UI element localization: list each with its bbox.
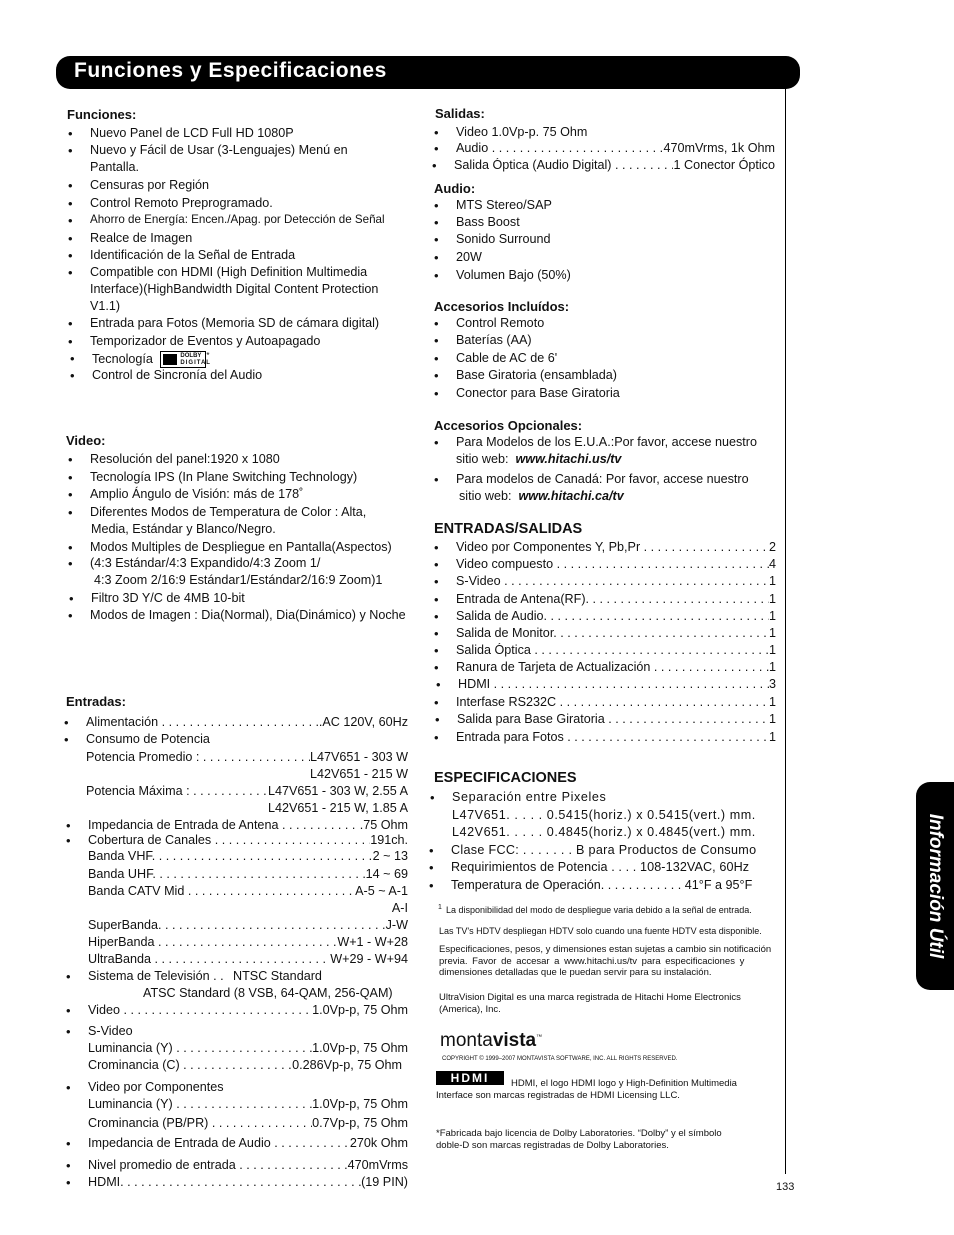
io-row: • Salida para Base Giratoria . . . 1	[457, 712, 776, 726]
funciones-item: • Temporizador de Eventos y Autoapagado	[90, 334, 320, 348]
website-link-us[interactable]: www.hitachi.us/tv	[515, 452, 622, 466]
entradas-row: • Sistema de Televisión . . . NTSC Standard	[88, 969, 408, 983]
salidas-item: • Salida Óptica (Audio Digital) . . . 1 Conector Óptico	[454, 158, 775, 172]
io-row: • Entrada de Antena(RF). . . . 1	[456, 592, 776, 606]
funciones-item: • Realce de Imagen	[90, 231, 192, 245]
audio-item: • 20W	[456, 250, 482, 264]
video-item: • Filtro 3D Y/C de 4MB 10-bit	[91, 591, 245, 605]
funciones-item: • Ahorro de Energía: Encen./Apag. por Detección de Señal	[90, 213, 385, 226]
entradas-row: SuperBanda. . . . J-W	[88, 918, 408, 932]
accesorio-opcional-item: sitio web: www.hitachi.ca/tv	[459, 489, 624, 503]
accesorio-item: • Conector para Base Giratoria	[456, 386, 620, 400]
audio-item: • Sonido Surround	[456, 232, 551, 246]
side-tab-label: Información Útil	[925, 813, 946, 959]
funciones-item-label: Tecnología	[92, 352, 153, 367]
audio-item: • Bass Boost	[456, 215, 520, 229]
entradas-row: L42V651 - 215 W	[309, 767, 408, 781]
io-row: • Video por Componentes Y, Pb,Pr . . . 2	[456, 540, 776, 554]
column-divider	[785, 89, 786, 1174]
funciones-item: • Censuras por Región	[90, 178, 209, 192]
spec-item: L47V651. . . . . 0.5415(horiz.) x 0.5415(vert.) mm.	[452, 808, 756, 822]
page-number: 133	[776, 1181, 795, 1193]
accesorio-opcional-item: • Para modelos de Canadá: Por favor, accese nuestro	[456, 472, 749, 486]
io-row: • S-Video . . . 1	[456, 574, 776, 588]
salidas-item: • Audio . . . 470mVrms, 1k Ohm	[456, 141, 775, 155]
footnote-mark: 1	[438, 904, 442, 911]
dolby-digital-logo: DOLBY DIGITAL	[160, 351, 206, 368]
entradas-row: • Video por Componentes	[88, 1080, 224, 1094]
especificaciones-heading: ESPECIFICACIONES	[434, 770, 577, 786]
funciones-item: • Control de Sincronía del Audio	[92, 368, 262, 382]
accesorio-item: • Control Remoto	[456, 316, 544, 330]
entradas-row: • Impedancia de Entrada de Audio . . . 270k Ohm	[88, 1136, 408, 1150]
entradas-row: Banda CATV Mid . . . A-5 ~ A-1	[88, 884, 408, 898]
accesorio-opcional-item: • Para Modelos de los E.U.A.:Por favor, accese nuestro	[456, 435, 757, 449]
audio-heading: Audio:	[434, 181, 476, 196]
note-hdtv: Las TV's HDTV despliegan HDTV solo cuando una fuente HDTV esta disponible.	[439, 926, 762, 936]
note-specs: previa. Favor de accesar a www.hitachi.us/tv para especificaciones y	[439, 956, 745, 967]
note-specs: dimensiones detalladas que le puedan servir para su instalación.	[439, 967, 712, 978]
audio-item: • Volumen Bajo (50%)	[456, 268, 571, 282]
funciones-item: Interface)(HighBandwidth Digital Content Protection	[90, 282, 379, 296]
note-specs: Especificaciones, pesos, y dimensiones estan sujetas a cambio sin notificación	[439, 944, 772, 955]
io-row: • Video compuesto . . . 4	[456, 557, 776, 571]
entradas-row: L42V651 - 215 W, 1.85 A	[267, 801, 408, 815]
audio-item: • MTS Stereo/SAP	[456, 198, 552, 212]
video-item: • Modos de Imagen : Dia(Normal), Dia(Dinámico) y Noche	[90, 608, 406, 622]
io-row: • HDMI . . . 3	[458, 677, 776, 691]
entradas-row: • Alimentación . . . .AC 120V, 60Hz	[86, 715, 408, 729]
entradas-row: ATSC Standard (8 VSB, 64-QAM, 256-QAM)	[143, 986, 393, 1000]
funciones-item: Pantalla.	[90, 160, 140, 174]
note-dolby: doble-D son marcas registradas de Dolby Laboratories.	[436, 1140, 669, 1151]
entradas-row: Banda VHF. . . . 2 ~ 13	[88, 849, 408, 863]
entradas-row: Banda UHF. . . . 14 ~ 69	[88, 867, 408, 881]
entradas-row: Potencia Promedio : . . . L47V651 - 303 W	[86, 750, 408, 764]
spec-item: • Requirimientos de Potencia . . . . 108-132VAC, 60Hz	[451, 860, 749, 874]
video-item: Media, Estándar y Blanco/Negro.	[91, 522, 276, 536]
salidas-heading: Salidas:	[435, 106, 485, 121]
io-row: • Entrada para Fotos . . . 1	[456, 730, 776, 744]
accesorios-incluidos-heading: Accesorios Incluídos:	[434, 299, 570, 314]
entradas-row: Crominancia (PB/PR) . . . 0.7Vp-p, 75 Ohm	[88, 1116, 408, 1130]
funciones-item: • Identificación de la Señal de Entrada	[90, 248, 295, 262]
footnote-1: La disponibilidad del modo de despliegue varia debido a la señal de entrada.	[446, 905, 752, 915]
website-link-ca[interactable]: www.hitachi.ca/tv	[518, 489, 624, 503]
io-row: • Salida de Monitor. . . . 1	[456, 626, 776, 640]
io-row: • Interfase RS232C . . . 1	[456, 695, 776, 709]
entradas-row: • HDMI. . . . (19 PIN)	[88, 1175, 408, 1189]
entradas-row: UltraBanda . . . W+29 - W+94	[88, 952, 408, 966]
entradas-row: • Cobertura de Canales . . . 191ch.	[88, 833, 408, 847]
montavista-copyright: COPYRIGHT © 1999–2007 MONTAVISTA SOFTWARE, INC. ALL RIGHTS RESERVED.	[442, 1056, 678, 1062]
entradas-row: • S-Video	[88, 1024, 133, 1038]
spec-item: • Clase FCC: . . . . . . . B para Productos de Consumo	[451, 843, 756, 857]
entradas-salidas-heading: ENTRADAS/SALIDAS	[434, 521, 583, 537]
video-heading: Video:	[66, 433, 106, 448]
entradas-row: • Nivel promedio de entrada . . . 470mVrms	[88, 1158, 408, 1172]
note-dolby: *Fabricada bajo licencia de Dolby Laboratories. “Dolby” y el símbolo	[436, 1128, 722, 1139]
io-row: • Salida Óptica . . . 1	[456, 643, 776, 657]
funciones-item: • Entrada para Fotos (Memoria SD de cámara digital)	[90, 316, 379, 330]
accesorio-opcional-item: sitio web: www.hitachi.us/tv	[456, 452, 622, 466]
video-item: 4:3 Zoom 2/16:9 Estándar1/Estándar2/16:9 Zoom)1	[94, 573, 383, 587]
entradas-row: • Impedancia de Entrada de Antena . . . .75 Ohm	[88, 818, 408, 832]
video-item: • Modos Multiples de Despliegue en Pantalla(Aspectos)	[90, 540, 392, 554]
entradas-row: Potencia Máxima : . . . L47V651 - 303 W, 2.55 A	[86, 784, 408, 798]
page-title-banner	[56, 56, 800, 89]
page-title: Funciones y Especificaciones	[74, 59, 387, 82]
entradas-row: A-I	[391, 901, 408, 915]
funciones-item: • Nuevo y Fácil de Usar (3-Lenguajes) Menú en	[90, 143, 348, 157]
note-hdmi: HDMI, el logo HDMI logo y High-Definition Multimedia	[511, 1078, 737, 1089]
hdmi-logo: HDMI	[436, 1071, 504, 1085]
accesorio-item: • Base Giratoria (ensamblada)	[456, 368, 617, 382]
video-item: • Amplio Ángulo de Visión: más de 178˚	[90, 487, 303, 501]
entradas-row: • Consumo de Potencia	[86, 732, 210, 746]
io-row: • Salida de Audio. . . . 1	[456, 609, 776, 623]
funciones-heading: Funciones:	[67, 107, 137, 122]
montavista-logo: montavista™	[440, 1030, 543, 1051]
entradas-row: Luminancia (Y) . . . 1.0Vp-p, 75 Ohm	[88, 1097, 408, 1111]
io-row: • Ranura de Tarjeta de Actualización . . . 1	[456, 660, 776, 674]
funciones-item: V1.1)	[90, 299, 121, 313]
accesorio-item: • Cable de AC de 6'	[456, 351, 557, 365]
funciones-item: • Control Remoto Preprogramado.	[90, 196, 273, 210]
entradas-row: Luminancia (Y) . . . 1.0Vp-p, 75 Ohm	[88, 1041, 408, 1055]
video-item: • Diferentes Modos de Temperatura de Color : Alta,	[90, 505, 366, 519]
entradas-row: Crominancia (C) . . . 0.286Vp-p, 75 Ohm	[88, 1058, 402, 1072]
video-item: • Tecnología IPS (In Plane Switching Technology)	[90, 470, 357, 484]
video-item: • (4:3 Estándar/4:3 Expandido/4:3 Zoom 1/	[90, 556, 320, 570]
spec-item: • Separación entre Pixeles	[452, 790, 606, 804]
entradas-row: HiperBanda . . . W+1 - W+28	[88, 935, 408, 949]
spec-item: L42V651. . . . . 0.4845(horiz.) x 0.4845(vert.) mm.	[452, 825, 756, 839]
note-hdmi: Interface son marcas registradas de HDMI Licensing LLC.	[436, 1090, 680, 1101]
section-side-tab	[916, 782, 954, 990]
accesorios-opcionales-heading: Accesorios Opcionales:	[434, 418, 583, 433]
spec-item: • Temperatura de Operación. . . . . . . . . . . . 41°F a 95°F	[451, 878, 752, 892]
salidas-item: • Video 1.0Vp-p. 75 Ohm	[456, 125, 587, 139]
video-item: • Resolución del panel:1920 x 1080	[90, 452, 280, 466]
funciones-item-dolby: • Tecnología DOLBY DIGITAL *	[92, 351, 210, 368]
entradas-heading: Entradas:	[66, 694, 126, 709]
funciones-item: • Compatible con HDMI (High Definition Multimedia	[90, 265, 367, 279]
funciones-item: • Nuevo Panel de LCD Full HD 1080P	[90, 126, 294, 140]
note-ultravision: UltraVision Digital es una marca registrada de Hitachi Home Electronics	[439, 992, 741, 1003]
accesorio-item: • Baterías (AA)	[456, 333, 532, 347]
entradas-row: • Video . . . 1.0Vp-p, 75 Ohm	[88, 1003, 408, 1017]
note-ultravision: (America), Inc.	[439, 1004, 501, 1015]
